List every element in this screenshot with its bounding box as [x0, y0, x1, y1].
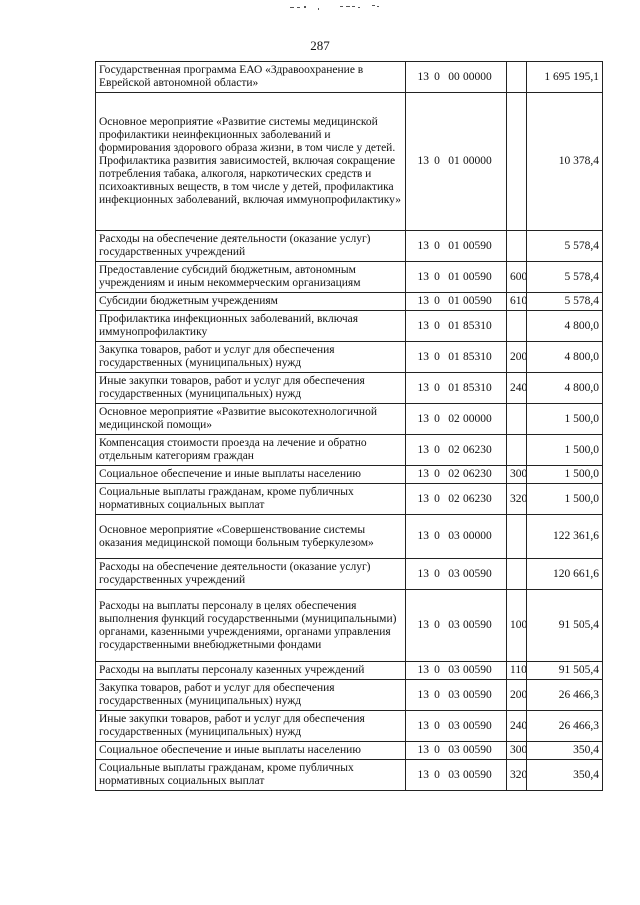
expense-item-name: Профилактика инфекционных заболеваний, включая иммунопрофилактику — [96, 311, 406, 342]
code-segment-3: 02 — [448, 443, 460, 456]
amount-value: 120 661,6 — [527, 559, 603, 590]
code-segment-4: 85310 — [463, 350, 492, 363]
table-row — [96, 559, 603, 590]
target-article-code — [406, 231, 507, 262]
budget-table-body — [96, 62, 603, 791]
expense-type-code: 200 — [507, 680, 527, 711]
table-row — [96, 435, 603, 466]
code-segment-2: 0 — [434, 70, 440, 83]
table-row — [96, 484, 603, 515]
scan-artifact-marks — [288, 2, 383, 12]
expense-item-name: Основное мероприятие «Развитие системы медицинской профилактики неинфекционных заболеваний и формирования здорового образа жизни, в том числе у детей. Профилактика развития зависимостей, включая сокращение потребления табака, алкоголя, наркотических средств и психоактивных веществ, в том числе у детей, профилактика инфекционных заболеваний, включая иммунопрофилактику» — [96, 93, 406, 231]
code-segment-1: 13 — [417, 443, 429, 456]
code-segment-1: 13 — [417, 70, 429, 83]
table-row — [96, 342, 603, 373]
code-segment-1: 13 — [417, 492, 429, 505]
code-segment-4: 00000 — [463, 155, 492, 167]
code-segment-2: 0 — [434, 239, 440, 252]
code-segment-3: 03 — [448, 664, 460, 676]
page-number: 287 — [310, 38, 330, 53]
amount-value: 350,4 — [527, 760, 603, 791]
code-segment-1: 13 — [417, 239, 429, 252]
code-segment-2: 0 — [434, 381, 440, 394]
code-segment-3: 03 — [448, 567, 460, 580]
code-segment-3: 01 — [448, 295, 460, 307]
expense-type-code: 320 — [507, 484, 527, 515]
table-row — [96, 662, 603, 680]
expense-type-code: 110 — [507, 662, 527, 680]
code-segment-1: 13 — [417, 688, 429, 701]
code-segment-4: 00000 — [463, 530, 492, 542]
target-article-code — [406, 93, 507, 231]
code-segment-4: 00590 — [463, 664, 492, 676]
amount-value: 1 500,0 — [527, 484, 603, 515]
expense-item-name: Расходы на выплаты персоналу в целях обеспечения выполнения функций государственными (муниципальными) органами, казенными учреждениями, органами управления государственными внебюджетными фондами — [96, 590, 406, 662]
expense-type-code — [507, 515, 527, 559]
code-segment-4: 00000 — [463, 412, 492, 425]
expense-item-name: Социальное обеспечение и иные выплаты населению — [96, 742, 406, 760]
expense-type-code: 240 — [507, 373, 527, 404]
expense-item-name: Иные закупки товаров, работ и услуг для обеспечения государственных (муниципальных) нужд — [96, 711, 406, 742]
expense-type-code — [507, 311, 527, 342]
code-segment-1: 13 — [417, 619, 429, 631]
code-segment-2: 0 — [434, 270, 440, 283]
table-row — [96, 711, 603, 742]
expense-item-name: Предоставление субсидий бюджетным, автономным учреждениям и иным некоммерческим организациям — [96, 262, 406, 293]
expense-type-code: 320 — [507, 760, 527, 791]
expense-type-code: 240 — [507, 711, 527, 742]
code-segment-4: 00590 — [463, 619, 492, 631]
code-segment-3: 03 — [448, 530, 460, 542]
code-segment-2: 0 — [434, 295, 440, 307]
code-segment-1: 13 — [417, 719, 429, 732]
expense-item-name: Социальное обеспечение и иные выплаты населению — [96, 466, 406, 484]
target-article-code — [406, 760, 507, 791]
amount-value: 4 800,0 — [527, 373, 603, 404]
expense-item-name: Иные закупки товаров, работ и услуг для обеспечения государственных (муниципальных) нужд — [96, 373, 406, 404]
target-article-code — [406, 62, 507, 93]
code-segment-3: 02 — [448, 412, 460, 425]
target-article-code — [406, 373, 507, 404]
target-article-code — [406, 559, 507, 590]
code-segment-2: 0 — [434, 768, 440, 781]
target-article-code — [406, 262, 507, 293]
code-segment-3: 03 — [448, 619, 460, 631]
amount-value: 26 466,3 — [527, 680, 603, 711]
code-segment-3: 01 — [448, 350, 460, 363]
code-segment-2: 0 — [434, 719, 440, 732]
code-segment-4: 06230 — [463, 443, 492, 456]
code-segment-3: 03 — [448, 768, 460, 781]
table-row — [96, 293, 603, 311]
target-article-code — [406, 515, 507, 559]
code-segment-1: 13 — [417, 319, 429, 332]
expense-item-name: Компенсация стоимости проезда на лечение и обратно отдельным категориям граждан — [96, 435, 406, 466]
code-segment-1: 13 — [417, 468, 429, 480]
table-row — [96, 680, 603, 711]
amount-value: 5 578,4 — [527, 262, 603, 293]
target-article-code — [406, 435, 507, 466]
code-segment-4: 85310 — [463, 381, 492, 394]
code-segment-1: 13 — [417, 768, 429, 781]
code-segment-2: 0 — [434, 155, 440, 167]
code-segment-3: 01 — [448, 270, 460, 283]
code-segment-2: 0 — [434, 664, 440, 676]
amount-value: 4 800,0 — [527, 342, 603, 373]
amount-value: 1 500,0 — [527, 404, 603, 435]
code-segment-4: 85310 — [463, 319, 492, 332]
expense-type-code — [507, 404, 527, 435]
amount-value: 5 578,4 — [527, 231, 603, 262]
table-row — [96, 93, 603, 231]
code-segment-4: 00000 — [463, 70, 492, 83]
code-segment-3: 03 — [448, 744, 460, 756]
code-segment-1: 13 — [417, 530, 429, 542]
target-article-code — [406, 711, 507, 742]
code-segment-2: 0 — [434, 350, 440, 363]
expense-type-code: 300 — [507, 742, 527, 760]
code-segment-4: 00590 — [463, 688, 492, 701]
target-article-code — [406, 293, 507, 311]
code-segment-1: 13 — [417, 567, 429, 580]
code-segment-1: 13 — [417, 381, 429, 394]
code-segment-3: 01 — [448, 239, 460, 252]
expense-item-name: Социальные выплаты гражданам, кроме публичных нормативных социальных выплат — [96, 760, 406, 791]
amount-value: 350,4 — [527, 742, 603, 760]
expense-type-code — [507, 231, 527, 262]
code-segment-4: 00590 — [463, 567, 492, 580]
code-segment-2: 0 — [434, 443, 440, 456]
amount-value: 1 500,0 — [527, 466, 603, 484]
expense-item-name: Расходы на обеспечение деятельности (оказание услуг) государственных учреждений — [96, 231, 406, 262]
code-segment-2: 0 — [434, 619, 440, 631]
amount-value: 91 505,4 — [527, 590, 603, 662]
amount-value: 91 505,4 — [527, 662, 603, 680]
table-row — [96, 311, 603, 342]
expense-type-code — [507, 559, 527, 590]
code-segment-2: 0 — [434, 530, 440, 542]
code-segment-1: 13 — [417, 155, 429, 167]
code-segment-3: 01 — [448, 319, 460, 332]
table-row — [96, 590, 603, 662]
table-row — [96, 404, 603, 435]
code-segment-1: 13 — [417, 295, 429, 307]
expense-type-code: 100 — [507, 590, 527, 662]
code-segment-1: 13 — [417, 270, 429, 283]
code-segment-2: 0 — [434, 688, 440, 701]
target-article-code — [406, 662, 507, 680]
expense-item-name: Социальные выплаты гражданам, кроме публичных нормативных социальных выплат — [96, 484, 406, 515]
code-segment-4: 00590 — [463, 768, 492, 781]
code-segment-4: 00590 — [463, 239, 492, 252]
expense-item-name: Расходы на обеспечение деятельности (оказание услуг) государственных учреждений — [96, 559, 406, 590]
expense-type-code: 610 — [507, 293, 527, 311]
code-segment-3: 02 — [448, 468, 460, 480]
code-segment-4: 00590 — [463, 744, 492, 756]
code-segment-2: 0 — [434, 319, 440, 332]
expense-item-name: Государственная программа ЕАО «Здравоохранение в Еврейской автономной области» — [96, 62, 406, 93]
code-segment-3: 01 — [448, 381, 460, 394]
amount-value: 26 466,3 — [527, 711, 603, 742]
code-segment-3: 03 — [448, 719, 460, 732]
expense-type-code — [507, 93, 527, 231]
expense-item-name: Основное мероприятие «Совершенствование системы оказания медицинской помощи больным туберкулезом» — [96, 515, 406, 559]
amount-value: 1 500,0 — [527, 435, 603, 466]
target-article-code — [406, 404, 507, 435]
code-segment-3: 01 — [448, 155, 460, 167]
code-segment-4: 06230 — [463, 468, 492, 480]
expense-type-code: 200 — [507, 342, 527, 373]
amount-value: 122 361,6 — [527, 515, 603, 559]
table-row — [96, 373, 603, 404]
code-segment-1: 13 — [417, 350, 429, 363]
amount-value: 4 800,0 — [527, 311, 603, 342]
code-segment-1: 13 — [417, 664, 429, 676]
expense-type-code — [507, 435, 527, 466]
expense-item-name: Основное мероприятие «Развитие высокотехнологичной медицинской помощи» — [96, 404, 406, 435]
code-segment-4: 00590 — [463, 270, 492, 283]
target-article-code — [406, 311, 507, 342]
table-row — [96, 62, 603, 93]
code-segment-4: 06230 — [463, 492, 492, 505]
expense-type-code — [507, 62, 527, 93]
expense-item-name: Закупка товаров, работ и услуг для обеспечения государственных (муниципальных) нужд — [96, 680, 406, 711]
code-segment-3: 03 — [448, 688, 460, 701]
table-row — [96, 742, 603, 760]
expense-type-code: 300 — [507, 466, 527, 484]
code-segment-4: 00590 — [463, 719, 492, 732]
table-row — [96, 262, 603, 293]
table-row — [96, 760, 603, 791]
target-article-code — [406, 742, 507, 760]
table-row — [96, 231, 603, 262]
code-segment-3: 02 — [448, 492, 460, 505]
target-article-code — [406, 484, 507, 515]
code-segment-1: 13 — [417, 412, 429, 425]
code-segment-1: 13 — [417, 744, 429, 756]
table-row — [96, 515, 603, 559]
budget-table — [95, 61, 603, 791]
code-segment-3: 00 — [448, 70, 460, 83]
amount-value: 5 578,4 — [527, 293, 603, 311]
code-segment-2: 0 — [434, 567, 440, 580]
target-article-code — [406, 342, 507, 373]
code-segment-2: 0 — [434, 412, 440, 425]
amount-value: 10 378,4 — [527, 93, 603, 231]
table-row — [96, 466, 603, 484]
target-article-code — [406, 590, 507, 662]
target-article-code — [406, 680, 507, 711]
target-article-code — [406, 466, 507, 484]
code-segment-2: 0 — [434, 744, 440, 756]
code-segment-2: 0 — [434, 468, 440, 480]
amount-value: 1 695 195,1 — [527, 62, 603, 93]
expense-item-name: Субсидии бюджетным учреждениям — [96, 293, 406, 311]
code-segment-4: 00590 — [463, 295, 492, 307]
expense-type-code: 600 — [507, 262, 527, 293]
expense-item-name: Расходы на выплаты персоналу казенных учреждений — [96, 662, 406, 680]
expense-item-name: Закупка товаров, работ и услуг для обеспечения государственных (муниципальных) нужд — [96, 342, 406, 373]
code-segment-2: 0 — [434, 492, 440, 505]
